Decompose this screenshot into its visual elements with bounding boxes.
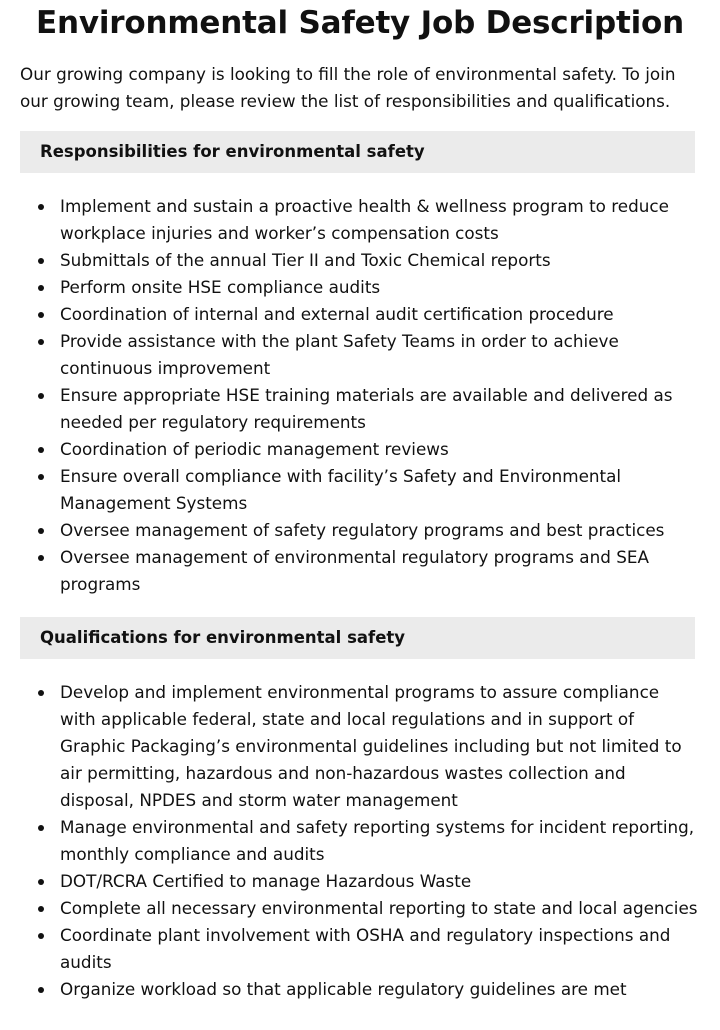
list-item: Oversee management of environmental regulatory programs and SEA programs [60, 544, 700, 598]
page-title: Environmental Safety Job Description [36, 5, 684, 41]
list-item: Perform onsite HSE compliance audits [60, 274, 700, 301]
responsibilities-list [20, 193, 700, 598]
qualifications-heading: Qualifications for environmental safety [20, 617, 695, 659]
list-item: Ensure appropriate HSE training materials are available and delivered as needed per regulatory requirements [60, 382, 700, 436]
list-item: DOT/RCRA Certified to manage Hazardous Waste [60, 868, 700, 895]
list-item: Implement and sustain a proactive health & wellness program to reduce workplace injuries and worker’s compensation costs [60, 193, 700, 247]
list-item: Develop and implement environmental programs to assure compliance with applicable federal, state and local regulations and in support of Graphic Packaging’s environmental guidelines including but not limited to air permitting, hazardous and non-hazardous wastes collection and disposal, NPDES and storm water management [60, 679, 700, 814]
list-item: Ensure overall compliance with facility’s Safety and Environmental Management Systems [60, 463, 700, 517]
list-item: Submittals of the annual Tier II and Toxic Chemical reports [60, 247, 700, 274]
list-item: Oversee management of safety regulatory programs and best practices [60, 517, 700, 544]
list-item: Manage environmental and safety reporting systems for incident reporting, monthly compliance and audits [60, 814, 700, 868]
list-item: Coordination of periodic management reviews [60, 436, 700, 463]
list-item: Organize workload so that applicable regulatory guidelines are met [60, 976, 700, 1003]
list-item: Coordinate plant involvement with OSHA and regulatory inspections and audits [60, 922, 700, 976]
list-item: Provide assistance with the plant Safety Teams in order to achieve continuous improvement [60, 328, 700, 382]
intro-paragraph: Our growing company is looking to fill the role of environmental safety. To join our growing team, please review the list of responsibilities and qualifications. [20, 64, 676, 111]
qualifications-list [20, 679, 700, 1003]
list-item: Complete all necessary environmental reporting to state and local agencies [60, 895, 700, 922]
list-item: Coordination of internal and external audit certification procedure [60, 301, 700, 328]
responsibilities-heading: Responsibilities for environmental safety [20, 131, 695, 173]
